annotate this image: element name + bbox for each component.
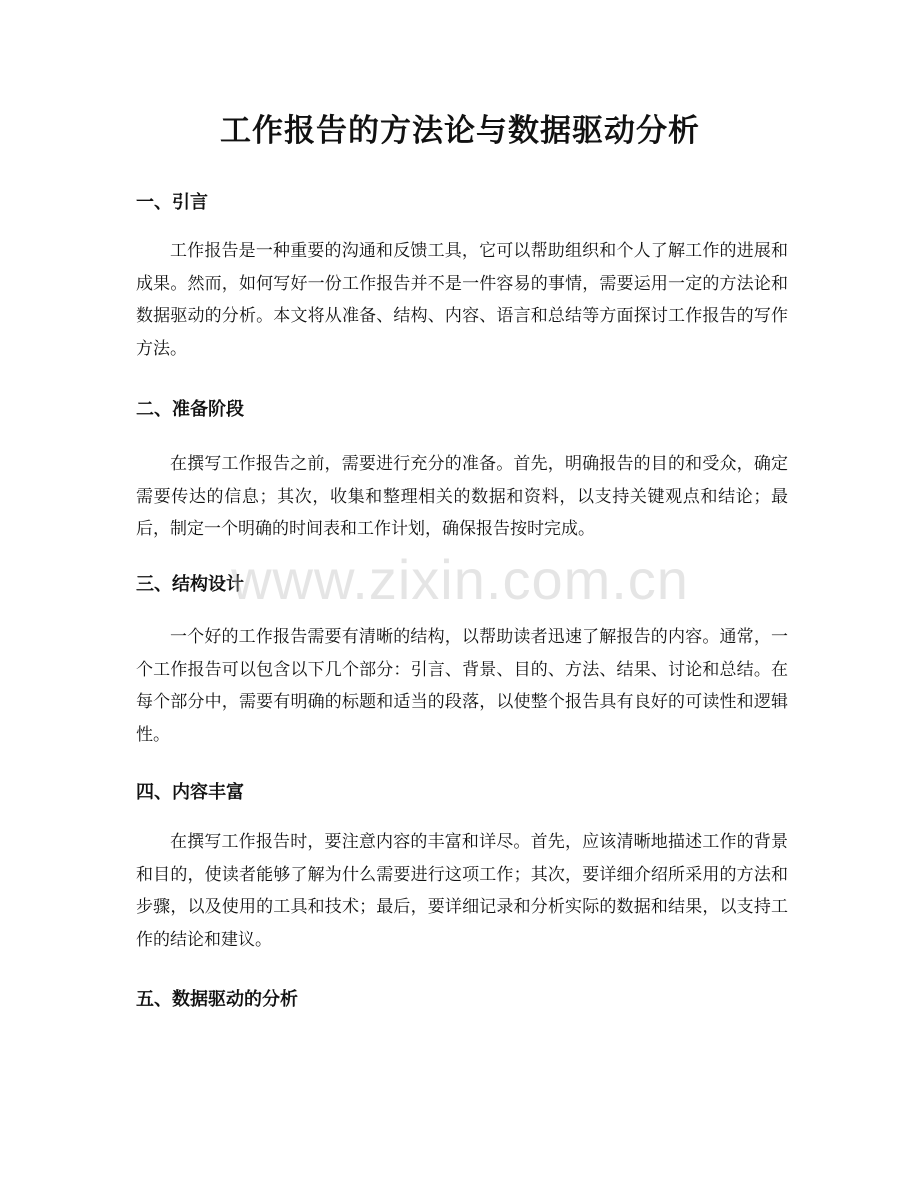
section-heading-content: 四、内容丰富	[136, 782, 244, 803]
section-heading-structure: 三、结构设计	[136, 574, 244, 595]
section-paragraph-preparation: 在撰写工作报告之前，需要进行充分的准备。首先，明确报告的目的和受众，确定需要传达的信息；其次，收集和整理相关的数据和资料，以支持关键观点和结论；最后，制定一个明确的时间表和工作计划，确保报告按时完成。	[136, 454, 788, 539]
watermark-text: www.zixin.com.cn	[231, 548, 689, 611]
section-paragraph-content: 在撰写工作报告时，要注意内容的丰富和详尽。首先，应该清晰地描述工作的背景和目的，使读者能够了解为什么需要进行这项工作；其次，要详细介绍所采用的方法和步骤，以及使用的工具和技术；最后，要详细记录和分析实际的数据和结果，以支持工作的结论和建议。	[136, 832, 788, 950]
section-paragraph-intro: 工作报告是一种重要的沟通和反馈工具，它可以帮助组织和个人了解工作的进展和成果。然而，如何写好一份工作报告并不是一件容易的事情，需要运用一定的方法论和数据驱动的分析。本文将从准备、结构、内容、语言和总结等方面探讨工作报告的写作方法。	[136, 241, 788, 359]
section-heading-preparation: 二、准备阶段	[136, 399, 244, 420]
document-title: 工作报告的方法论与数据驱动分析	[220, 113, 700, 149]
section-heading-data-analysis: 五、数据驱动的分析	[136, 989, 298, 1010]
section-paragraph-structure: 一个好的工作报告需要有清晰的结构，以帮助读者迅速了解报告的内容。通常，一个工作报告可以包含以下几个部分：引言、背景、目的、方法、结果、讨论和总结。在每个部分中，需要有明确的标题和适当的段落，以使整个报告具有良好的可读性和逻辑性。	[136, 627, 788, 745]
section-heading-intro: 一、引言	[136, 192, 208, 213]
